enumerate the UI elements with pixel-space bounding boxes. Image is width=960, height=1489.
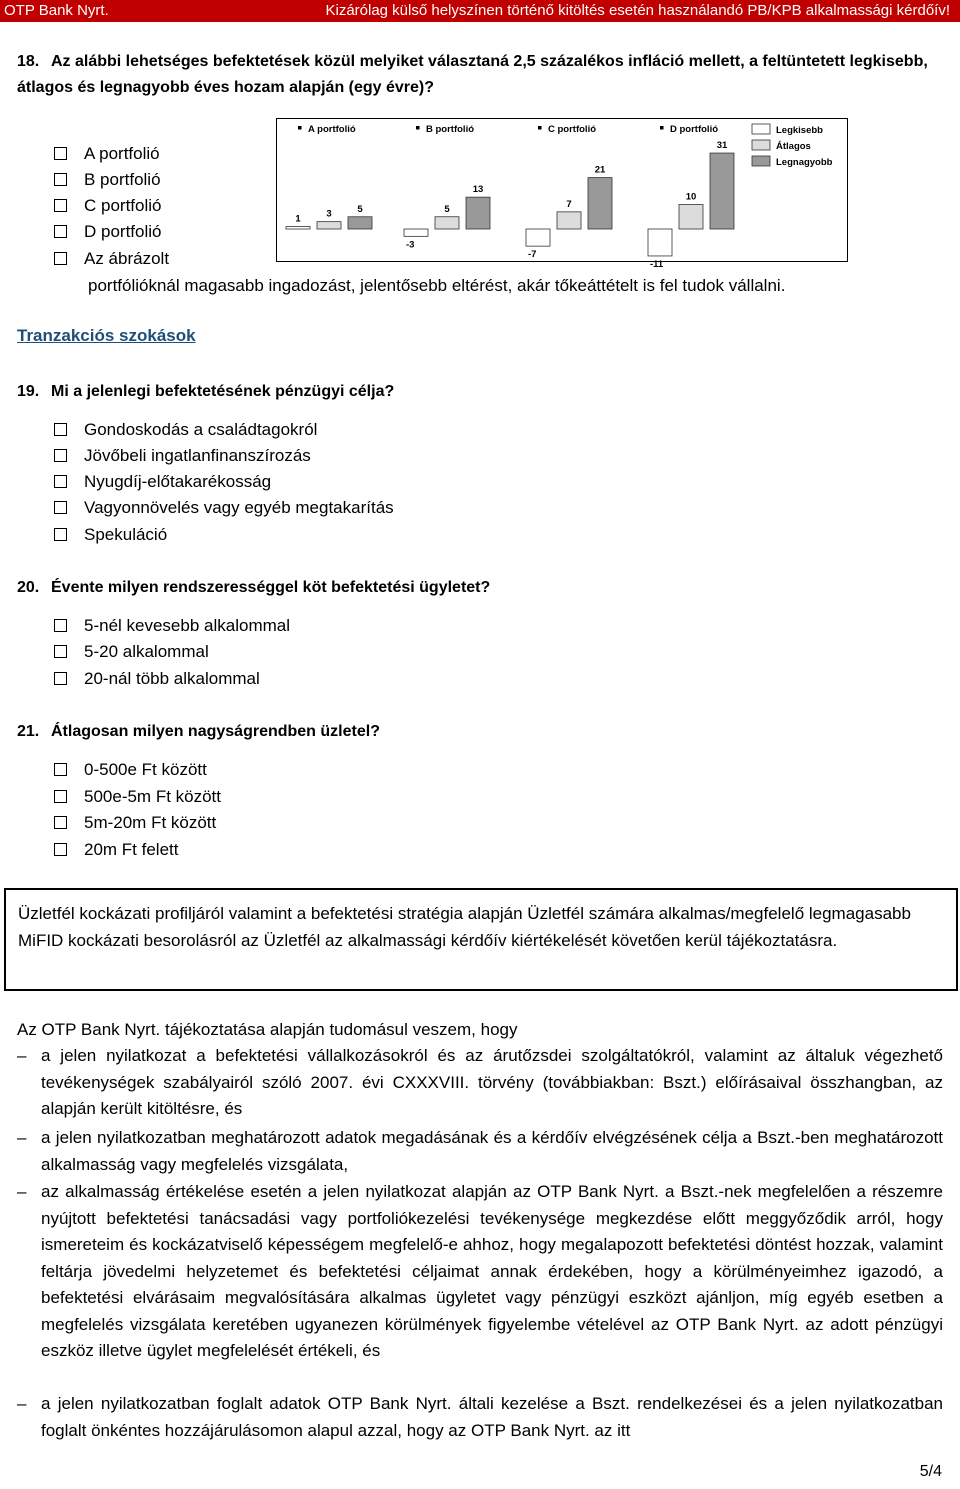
legend-label: Átlagos	[776, 141, 811, 152]
dash-bullet: –	[17, 1046, 27, 1065]
checkbox[interactable]	[54, 423, 67, 436]
option-500e-5m[interactable]	[54, 784, 221, 810]
question-number: 19.	[17, 383, 40, 400]
checkbox[interactable]	[54, 199, 67, 212]
option-label: D portfolió	[84, 222, 162, 241]
chart-bar	[679, 205, 703, 230]
chart-bar	[557, 212, 581, 229]
declaration-item	[17, 1179, 943, 1365]
data-label: 21	[594, 164, 606, 176]
option-less-than-5[interactable]	[54, 613, 290, 639]
data-label: -7	[528, 249, 537, 261]
checkbox[interactable]	[54, 645, 67, 658]
notice-box	[4, 888, 958, 991]
chart-bar	[588, 178, 612, 229]
option-label: B portfolió	[84, 170, 161, 189]
option-label: 5m-20m Ft között	[84, 813, 217, 832]
portfolio-chart	[276, 118, 848, 270]
legend-swatch	[752, 140, 770, 150]
checkbox[interactable]	[54, 475, 67, 488]
option-label: C portfolió	[84, 196, 162, 215]
declaration-item	[17, 1391, 943, 1444]
legend-bullet	[416, 126, 420, 130]
checkbox[interactable]	[54, 528, 67, 541]
checkbox[interactable]	[54, 763, 67, 776]
legend-label: Legkisebb	[776, 125, 823, 136]
data-label: 1	[295, 213, 301, 225]
option-b-portfolio[interactable]	[54, 167, 161, 193]
option-a-portfolio[interactable]	[54, 141, 160, 167]
legend-label: Legnagyobb	[776, 157, 833, 168]
question-text: Mi a jelenlegi befektetésének pénzügyi célja?	[51, 383, 395, 400]
option-over-20m[interactable]	[54, 837, 178, 863]
chart-bar	[526, 229, 550, 246]
option-label: Vagyonnövelés vagy egyéb megtakarítás	[84, 498, 394, 517]
option-5m-20m[interactable]	[54, 810, 216, 836]
declaration-item-text: az alkalmasság értékelése esetén a jelen nyilatkozat alapján az OTP Bank Nyrt. a Bszt.-nek megfelelően a részemre nyújtott befektetési tanácsadási vagy portfoliókezelési tevékenysége megkezdése előtt meggyőződik arról, hogy ismereteim és kockázatviselő képességem megfelelő-e ahhoz, hogy megalapozott befektetési döntést hozzak, valamint feltárja jövedelmi helyzetemet és befektetési céljaimat annak érdekében, hogy a körülményeimhez igazodó, a befektetési elvárásaim megvalósítására alkalmas ügyletet vagy pénzügyi eszközt ajánljon, míg egyéb esetben a megfelelés vizsgálata keretében ugyanezen körülmények figyelembe vételével az OTP Bank Nyrt. az adott pénzügyi eszköz illetve ügylet megfelelését értékeli, és	[41, 1182, 943, 1360]
legend-swatch	[752, 124, 770, 134]
data-label: 10	[685, 191, 697, 203]
option-speculation[interactable]	[54, 522, 167, 548]
declaration-item	[17, 1125, 943, 1178]
legend-swatch	[752, 156, 770, 166]
category-label: C portfolió	[548, 124, 597, 135]
section-title: Tranzakciós szokások	[17, 326, 196, 345]
option-real-estate[interactable]	[54, 443, 311, 469]
chart-bar	[317, 222, 341, 229]
option-label: Spekuláció	[84, 525, 168, 544]
option-5-20[interactable]	[54, 639, 209, 665]
option-label: 20m Ft felett	[84, 840, 179, 859]
declaration-intro: Az OTP Bank Nyrt. tájékoztatása alapján tudomásul veszem, hogy	[17, 1020, 518, 1039]
chart-bar	[648, 229, 672, 256]
data-label: -11	[650, 258, 664, 270]
data-label: 7	[566, 198, 572, 210]
page-header	[0, 0, 960, 22]
checkbox[interactable]	[54, 147, 67, 160]
chart-bar	[710, 153, 734, 229]
option-0-500e[interactable]	[54, 757, 207, 783]
legend-bullet	[538, 126, 542, 130]
question-text: Az alábbi lehetséges befektetések közül melyiket választaná 2,5 százalékos infláció mellett, a feltüntetett legkisebb, átlagos és legnagyobb éves hozam alapján (egy évre)?	[17, 53, 928, 96]
dash-bullet: –	[17, 1182, 27, 1201]
option-d-portfolio[interactable]	[54, 219, 161, 245]
checkbox[interactable]	[54, 843, 67, 856]
question-number: 18.	[17, 53, 40, 70]
option-label: 0-500e Ft között	[84, 760, 207, 779]
option-label: 20-nál több alkalommal	[84, 669, 260, 688]
option-family-care[interactable]	[54, 417, 317, 443]
option-label: Az ábrázolt	[84, 249, 170, 268]
question-19	[17, 379, 394, 405]
chart-bar	[404, 229, 428, 236]
question-20	[17, 575, 490, 601]
checkbox[interactable]	[54, 672, 67, 685]
declaration-item-text: a jelen nyilatkozatban meghatározott adatok megadásának és a kérdőív elvégzésének célja a Bszt.-ben meghatározott alkalmasság vagy megfelelés vizsgálata,	[41, 1128, 943, 1174]
question-text: Évente milyen rendszerességgel köt befektetési ügyletet?	[51, 579, 491, 596]
data-label: 5	[357, 203, 363, 215]
header-title: Kizárólag külső helyszínen történő kitöltés esetén használandó PB/KPB alkalmassági kérdőív!	[325, 2, 950, 19]
question-text: Átlagosan milyen nagyságrendben üzletel?	[51, 723, 380, 740]
checkbox[interactable]	[54, 225, 67, 238]
category-label: A portfolió	[308, 124, 356, 135]
legend-bullet	[660, 126, 664, 130]
data-label: 13	[472, 184, 484, 196]
question-number: 20.	[17, 579, 40, 596]
header-bank-name: OTP Bank Nyrt.	[4, 2, 109, 19]
dash-bullet: –	[17, 1394, 27, 1413]
option-label: 500e-5m Ft között	[84, 787, 222, 806]
option-label: Gondoskodás a családtagokról	[84, 420, 318, 439]
category-label: B portfolió	[426, 124, 475, 135]
option-label: 5-nél kevesebb alkalommal	[84, 616, 290, 635]
option-depicted[interactable]	[54, 246, 169, 272]
checkbox[interactable]	[54, 501, 67, 514]
chart-bar	[435, 217, 459, 229]
checkbox[interactable]	[54, 619, 67, 632]
data-label: 31	[716, 140, 728, 152]
option-more-than-20[interactable]	[54, 666, 260, 692]
option-label: A portfolió	[84, 144, 160, 163]
checkbox[interactable]	[54, 449, 67, 462]
option-label: 5-20 alkalommal	[84, 642, 209, 661]
dash-bullet: –	[17, 1128, 27, 1147]
data-label: -3	[406, 239, 415, 251]
checkbox[interactable]	[54, 252, 67, 265]
question-number: 21.	[17, 723, 40, 740]
option-label: Nyugdíj-előtakarékosság	[84, 472, 272, 491]
question-21	[17, 719, 380, 745]
checkbox[interactable]	[54, 790, 67, 803]
option-pension[interactable]	[54, 469, 271, 495]
option-continuation: portfólióknál magasabb ingadozást, jelentősebb eltérést, akár tőkeáttételt is fel tudok vállalni.	[88, 276, 786, 295]
notice-text: Üzletfél kockázati profiljáról valamint a befektetési stratégia alapján Üzletfél számára alkalmas/megfelelő legmagasabb MiFID kockázati besorolásról az Üzletfél az alkalmassági kérdőív kiértékelését követően kerül tájékoztatásra.	[18, 904, 911, 950]
checkbox[interactable]	[54, 816, 67, 829]
data-label: 5	[444, 203, 450, 215]
page-number: 5/4	[919, 1463, 942, 1480]
option-c-portfolio[interactable]	[54, 193, 161, 219]
chart-bar	[466, 197, 490, 229]
question-18	[17, 49, 937, 101]
option-label: Jövőbeli ingatlanfinanszírozás	[84, 446, 311, 465]
checkbox[interactable]	[54, 173, 67, 186]
declaration-item-text: a jelen nyilatkozatban foglalt adatok OTP Bank Nyrt. általi kezelése a Bszt. rendelkezései és a jelen nyilatkozatban foglalt önkéntes hozzájárulásomon alapul azzal, hogy az OTP Bank Nyrt. az itt	[41, 1394, 943, 1440]
declaration-item-text: a jelen nyilatkozat a befektetési vállalkozásokról és az árutőzsdei szolgáltatókról, valamint az általuk végezhető tevékenységek szabályairól szóló 2007. évi CXXXVIII. törvény (továbbiakban: Bszt.) előírásaival összhangban, az alapján került kitöltésre, és	[41, 1046, 943, 1118]
legend-bullet	[298, 126, 302, 130]
data-label: 3	[326, 208, 332, 220]
chart-bar	[286, 227, 310, 230]
chart-bar	[348, 217, 372, 229]
category-label: D portfolió	[670, 124, 719, 135]
declaration-item	[17, 1043, 943, 1123]
option-wealth-growth[interactable]	[54, 495, 394, 521]
